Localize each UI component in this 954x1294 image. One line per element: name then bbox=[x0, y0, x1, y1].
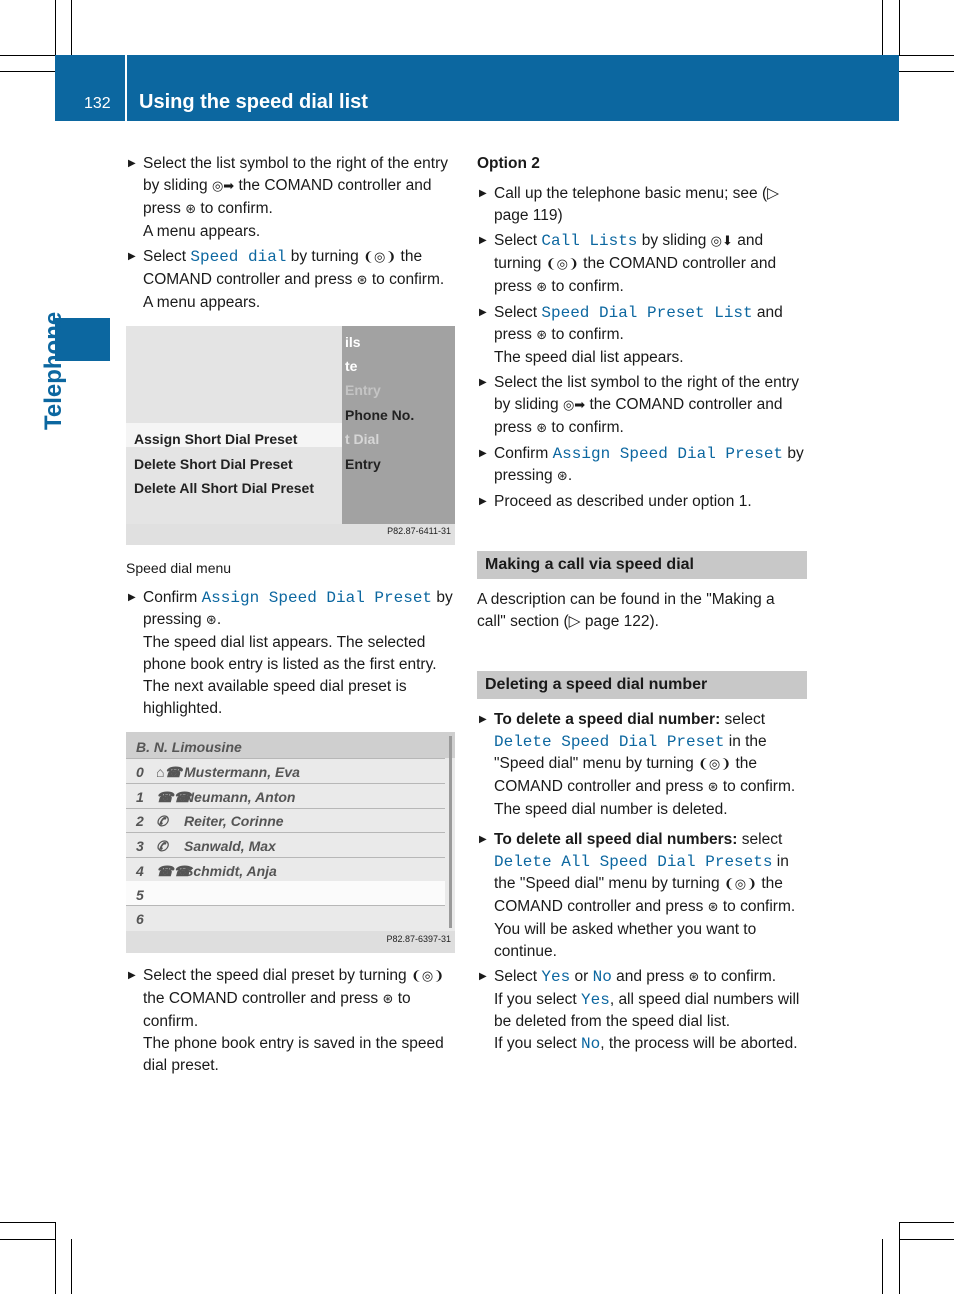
press-icon: ⊛ bbox=[185, 202, 197, 217]
crop-mark bbox=[0, 71, 55, 72]
turn-controller-icon: ❨◎❩ bbox=[545, 257, 579, 272]
section-heading: Making a call via speed dial bbox=[477, 551, 807, 579]
speed-dial-list-screenshot: B. N. Limousine 0 ⌂☎ Mustermann, Eva 1 ☎☎Neumann, Anton 2 ✆ Reiter, Corinne 3 ✆ Sanwald, Max 4 ☎☎Schmidt, Anja 5 6 P82.87-6397-31 bbox=[126, 732, 455, 953]
turn-controller-icon: ❨◎❩ bbox=[410, 969, 445, 984]
crop-mark bbox=[882, 0, 883, 55]
crop-mark bbox=[0, 55, 55, 56]
press-icon: ⊛ bbox=[536, 280, 548, 295]
instruction-step: ▶ To delete all speed dial numbers: select Delete All Speed Dial Presets in the "Speed dial" menu by turning ❨◎❩ the COMAND controller and press ⊛ to confirm. You will be asked whether you want to continue. bbox=[477, 829, 807, 963]
slide-right-icon: ◎➡ bbox=[211, 179, 235, 194]
turn-controller-icon: ❨◎❩ bbox=[363, 250, 397, 265]
side-tab-label: Telephone bbox=[39, 311, 67, 430]
right-column bbox=[477, 153, 807, 1058]
crop-mark bbox=[882, 1239, 883, 1294]
press-icon: ⊛ bbox=[205, 613, 217, 628]
menu-item-assign: Assign Short Dial Preset bbox=[134, 431, 298, 447]
crop-mark bbox=[899, 55, 954, 56]
figure-reference: P82.87-6411-31 bbox=[387, 526, 451, 536]
press-icon: ⊛ bbox=[707, 780, 719, 795]
press-icon: ⊛ bbox=[356, 273, 368, 288]
turn-controller-icon: ❨◎❩ bbox=[723, 877, 758, 892]
press-icon: ⊛ bbox=[382, 992, 394, 1007]
crop-mark bbox=[899, 1239, 954, 1240]
menu-item-delete-all: Delete All Short Dial Preset bbox=[134, 480, 314, 496]
instruction-step: ▶ Select the list symbol to the right of the entry by sliding ◎➡ the COMAND controller and press ⊛ to confirm. bbox=[477, 372, 807, 440]
header-divider bbox=[125, 55, 127, 121]
figure-caption: Speed dial menu bbox=[126, 560, 232, 576]
crop-mark bbox=[899, 0, 900, 55]
crop-mark bbox=[0, 1239, 55, 1240]
section-paragraph: A description can be found in the "Making a call" section (▷ page 122). bbox=[477, 591, 775, 630]
crop-mark bbox=[899, 71, 954, 72]
instruction-step: ▶ Confirm Assign Speed Dial Preset by pressing ⊛. The speed dial list appears. The selected phone book entry is listed as the first entry. The next available speed dial preset is highlighted. bbox=[126, 587, 456, 720]
instruction-step: ▶ Confirm Assign Speed Dial Preset by pressing ⊛. bbox=[477, 443, 807, 488]
instruction-step: ▶ Select Speed Dial Preset List and press ⊛ to confirm. The speed dial list appears. bbox=[477, 302, 807, 369]
crop-mark bbox=[899, 1222, 954, 1223]
instruction-step: ▶ To delete a speed dial number: select Delete Speed Dial Preset in the "Speed dial" menu by turning ❨◎❩ the COMAND controller and press ⊛ to confirm. The speed dial number is deleted. bbox=[477, 709, 807, 821]
crop-mark bbox=[55, 0, 56, 55]
press-icon: ⊛ bbox=[536, 421, 548, 436]
press-icon: ⊛ bbox=[536, 328, 548, 343]
crop-mark bbox=[55, 1222, 56, 1294]
turn-controller-icon: ❨◎❩ bbox=[698, 757, 732, 772]
press-icon: ⊛ bbox=[556, 469, 568, 484]
instruction-step: ▶ Select Speed dial by turning ❨◎❩ the COMAND controller and press ⊛ to confirm. A menu appears. bbox=[126, 246, 456, 314]
instruction-step: ▶ Select Call Lists by sliding ◎⬇ and turning ❨◎❩ the COMAND controller and press ⊛ to confirm. bbox=[477, 230, 807, 299]
instruction-step: ▶ Proceed as described under option 1. bbox=[477, 491, 807, 513]
slide-right-icon: ◎➡ bbox=[562, 398, 586, 413]
slide-down-icon: ◎⬇ bbox=[710, 234, 733, 249]
menu-item-delete: Delete Short Dial Preset bbox=[134, 456, 293, 472]
crop-mark bbox=[899, 1222, 900, 1294]
scrollbar bbox=[449, 736, 452, 928]
instruction-step: ▶ Select the list symbol to the right of the entry by sliding ◎➡ the COMAND controller and press ⊛ to confirm. A menu appears. bbox=[126, 153, 456, 243]
page-number: 132 bbox=[84, 95, 111, 112]
crop-mark bbox=[71, 0, 72, 55]
instruction-step: ▶ Select the speed dial preset by turning ❨◎❩ the COMAND controller and press ⊛ to confirm. The phone book entry is saved in the speed dial preset. bbox=[126, 965, 456, 1077]
instruction-step: ▶ Call up the telephone basic menu; see (▷ page 119) bbox=[477, 183, 807, 227]
press-icon: ⊛ bbox=[707, 900, 719, 915]
section-heading: Deleting a speed dial number bbox=[477, 671, 807, 699]
press-icon: ⊛ bbox=[688, 970, 700, 985]
page-title: Using the speed dial list bbox=[139, 91, 368, 113]
crop-mark bbox=[0, 1222, 55, 1223]
instruction-step: ▶ Select Yes or No and press ⊛ to confirm. If you select Yes, all speed dial numbers will be deleted from the speed dial list. If you select No, the process will be aborted. bbox=[477, 966, 807, 1055]
figure-reference: P82.87-6397-31 bbox=[386, 934, 451, 944]
left-column bbox=[126, 153, 456, 1080]
speed-dial-menu-screenshot: ils te Entry Phone No. t Dial Entry Assign Short Dial Preset Delete Short Dial Preset Delete All Short Dial Preset P82.87-6411-31 bbox=[126, 326, 455, 545]
option-heading: Option 2 bbox=[477, 155, 540, 172]
crop-mark bbox=[71, 1239, 72, 1294]
